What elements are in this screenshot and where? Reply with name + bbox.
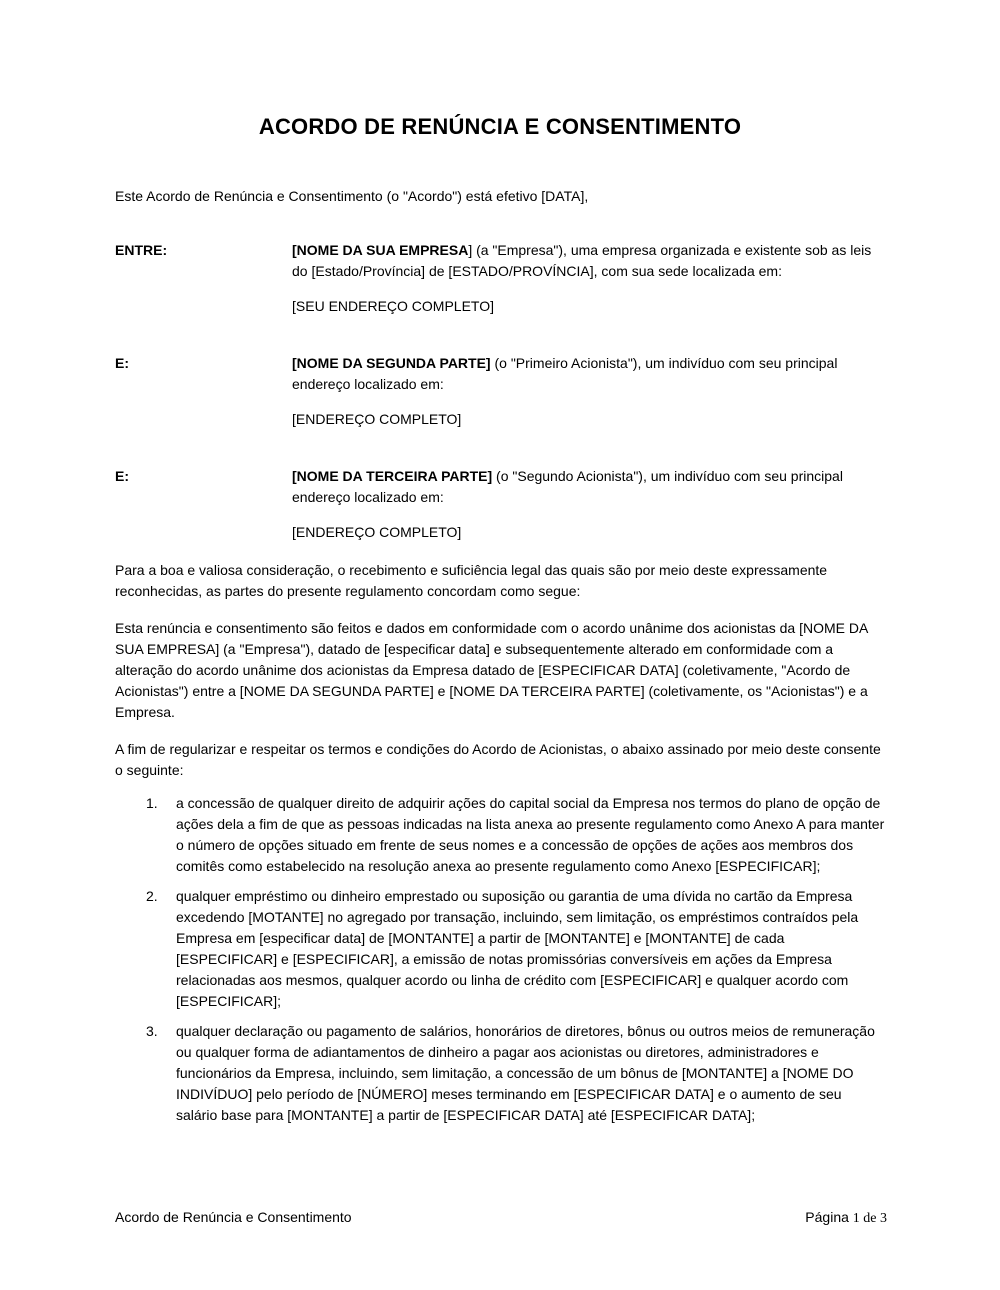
party-name: [NOME DA SUA EMPRESA — [292, 242, 469, 258]
page-number — [805, 1207, 887, 1229]
party-address: [SEU ENDEREÇO COMPLETO] — [292, 298, 495, 314]
party-block-company — [115, 240, 885, 317]
party-block-third-party — [115, 466, 885, 543]
footer-title: Acordo de Renúncia e Consentimento — [115, 1209, 352, 1225]
intro-paragraph: Este Acordo de Renúncia e Consentimento (o "Acordo") está efetivo [DATA], — [115, 188, 589, 204]
item-number: 2. — [146, 888, 158, 904]
item-text: qualquer declaração ou pagamento de salários, honorários de diretores, bônus ou outros meios de remuneração ou qualquer forma de adiantamentos de dinheiro a pagar aos acionistas ou diretores, administradores e funcionários da Empresa, incluindo, sem limitação, a concessão de um bônus de [MONTANTE] a [NOME DO INDIVÍDUO] pelo período de [NÚMERO] meses terminando em [ESPECIFICAR DATA] e o aumento de seu salário base para [MONTANTE] a partir de [ESPECIFICAR DATA] até [ESPECIFICAR DATA]; — [176, 1023, 875, 1123]
party-description: ] (a "Empresa"), uma empresa organizada e existente sob as leis do [Estado/Província] de [ESTADO/PROVÍNCIA], com sua sede localizada em: — [292, 242, 872, 279]
party-address: [ENDEREÇO COMPLETO] — [292, 411, 462, 427]
party-label: E: — [115, 355, 129, 371]
list-item — [115, 793, 885, 877]
body-paragraph-consent-intro: A fim de regularizar e respeitar os termos e condições do Acordo de Acionistas, o abaixo assinado por meio deste consente o seguinte: — [115, 741, 881, 778]
page-number-value: 1 de 3 — [852, 1211, 887, 1226]
body-paragraph-consideration: Para a boa e valiosa consideração, o recebimento e suficiência legal das quais são por meio deste expressamente reconhecidas, as partes do presente regulamento concordam como segue: — [115, 562, 828, 599]
body-paragraph-unanimous-agreement: Esta renúncia e consentimento são feitos e dados em conformidade com o acordo unânime dos acionistas da [NOME DA SUA EMPRESA] (a "Empresa"), datado de [especificar data] e subsequentemente alterado em conformidade com a alteração do acordo unânime dos acionistas da Empresa datado de [ESPECIFICAR DATA] (coletivamente, "Acordo de Acionistas") entre a [NOME DA SEGUNDA PARTE] e [NOME DA TERCEIRA PARTE] (coletivamente, os "Acionistas") e a Empresa. — [115, 620, 868, 720]
party-label: ENTRE: — [115, 242, 168, 258]
page-title: ACORDO DE RENÚNCIA E CONSENTIMENTO — [258, 114, 742, 139]
party-body — [292, 466, 885, 543]
list-item — [115, 1021, 885, 1126]
item-text: a concessão de qualquer direito de adquirir ações do capital social da Empresa nos termos do plano de opção de ações dela a fim de que as pessoas indicadas na lista anexa ao presente regulamento como Anexo A para manter o número de opções situado em frente de seus nomes e a concessão de opções de ações aos membros dos comitês como estabelecido na resolução anexa ao presente regulamento como Anexo [ESPECIFICAR]; — [176, 795, 885, 874]
party-description: (o "Segundo Acionista"), um indivíduo com seu principal endereço localizado em: — [292, 468, 843, 505]
party-block-second-party — [115, 353, 885, 430]
party-body — [292, 353, 885, 430]
party-description: (o "Primeiro Acionista"), um indivíduo com seu principal endereço localizado em: — [292, 355, 838, 392]
item-text: qualquer empréstimo ou dinheiro emprestado ou suposição ou garantia de uma dívida no cartão da Empresa excedendo [MOTANTE] no agregado por transação, incluindo, sem limitação, os empréstimos contraídos pela Empresa em [especificar data] de [MONTANTE] a partir de [MONTANTE] e [MONTANTE] de cada [ESPECIFICAR] e [ESPECIFICAR], a emissão de notas promissórias conversíveis em ações da Empresa relacionadas aos mesmos, qualquer acordo ou linha de crédito com [ESPECIFICAR] e qualquer acordo com [ESPECIFICAR]; — [176, 888, 859, 1009]
party-label: E: — [115, 468, 129, 484]
consent-list — [115, 793, 885, 1126]
item-number: 1. — [146, 795, 158, 811]
page-footer — [115, 1207, 887, 1229]
party-address: [ENDEREÇO COMPLETO] — [292, 524, 462, 540]
party-body — [292, 240, 885, 317]
page-number-label: Página — [805, 1209, 849, 1225]
list-item — [115, 886, 885, 1012]
item-number: 3. — [146, 1023, 158, 1039]
party-name: [NOME DA TERCEIRA PARTE] — [292, 468, 493, 484]
party-name: [NOME DA SEGUNDA PARTE] — [292, 355, 491, 371]
